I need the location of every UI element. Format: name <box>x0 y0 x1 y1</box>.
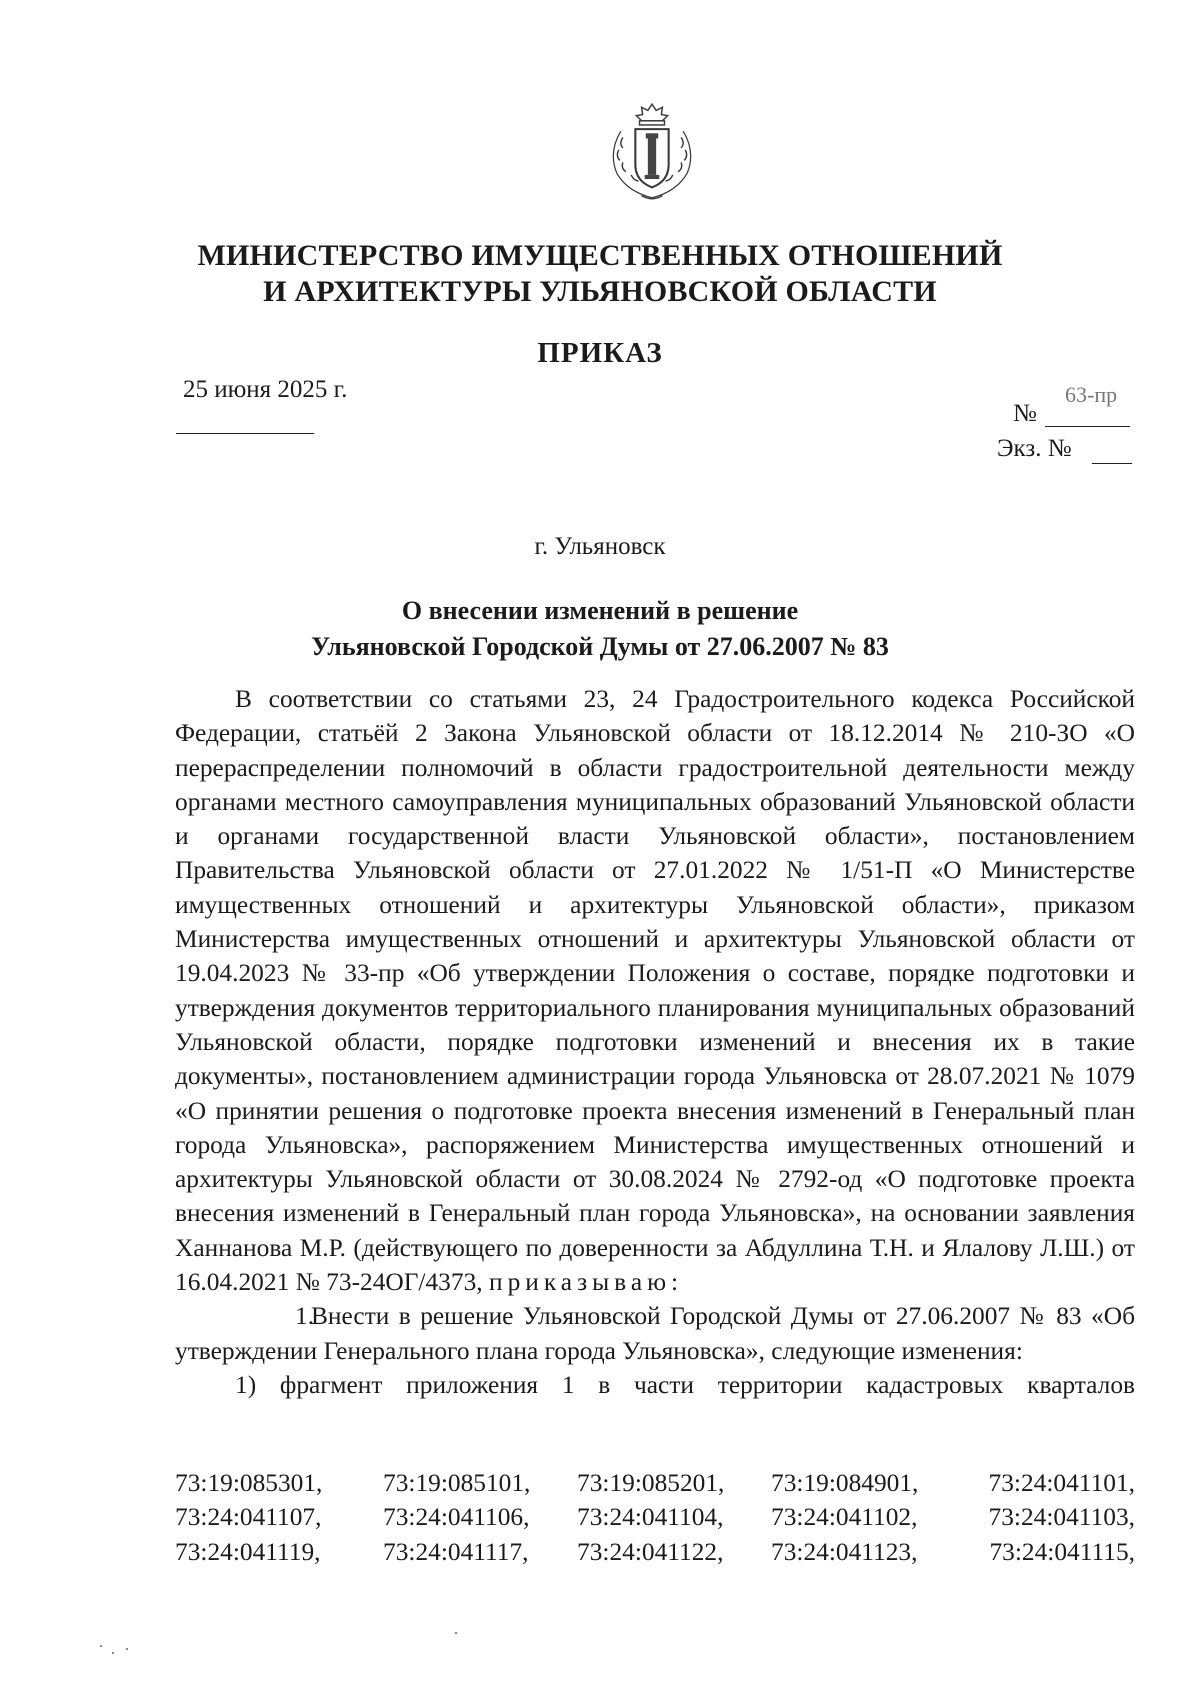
coat-of-arms-emblem <box>600 100 704 204</box>
preamble-paragraph <box>175 682 1135 1299</box>
order-word: приказываю: <box>488 1268 684 1297</box>
cadastral-quarter: 73:19:085301, <box>175 1469 323 1497</box>
date-underline <box>176 433 314 434</box>
order-number-value: 63-пр <box>1065 382 1118 407</box>
cadastral-quarter: 73:19:085201, <box>577 1469 725 1497</box>
city: г. Ульяновск <box>534 533 666 560</box>
cadastral-quarter: 73:19:084901, <box>771 1469 919 1497</box>
cadastral-quarter: 73:24:041123, <box>771 1537 918 1566</box>
order-number-label: № <box>1013 400 1037 427</box>
cadastral-quarter: 73:24:041101, <box>988 1469 1135 1497</box>
scan-speck <box>112 1652 114 1654</box>
cadastral-quarter: 73:24:041107, <box>175 1503 322 1532</box>
subitem-1-paragraph: 1) фрагмент приложения 1 в части территории кадастровых кварталов <box>235 1370 1135 1399</box>
scan-speck <box>455 1632 457 1634</box>
order-body <box>175 682 1135 1402</box>
item-1-text: Внести в решение Ульяновской Городской Думы от 27.06.2007 № 83 «Об утверждении Генерального плана города Ульяновска», следующие изменения: <box>175 1302 1135 1365</box>
item-1-number: 1. <box>295 1302 315 1331</box>
scan-speck <box>126 1648 128 1650</box>
cadastral-quarter: 73:24:041117, <box>383 1537 529 1566</box>
cadastral-quarter: 73:24:041122, <box>577 1537 724 1566</box>
copy-number-label: Экз. № <box>997 435 1072 462</box>
order-subject <box>0 593 1200 665</box>
cadastral-quarter: 73:24:041115, <box>989 1537 1135 1566</box>
order-date: 25 июня 2025 г. <box>183 376 348 403</box>
ministry-name-line1: МИНИСТЕРСТВО ИМУЩЕСТВЕННЫХ ОТНОШЕНИЙ <box>197 239 1003 272</box>
document-type: ПРИКАЗ <box>537 337 663 369</box>
ministry-name-line2: И АРХИТЕКТУРЫ УЛЬЯНОВСКОЙ ОБЛАСТИ <box>263 275 937 308</box>
cadastral-quarter: 73:24:041119, <box>175 1537 321 1566</box>
scan-speck <box>100 1645 102 1647</box>
ministry-name <box>0 238 1200 310</box>
cadastral-quarters-list <box>175 1466 1135 1569</box>
subject-line1: О внесении изменений в решение <box>401 596 799 625</box>
item-1-paragraph <box>175 1299 1135 1368</box>
cadastral-quarter: 73:24:041104, <box>577 1503 724 1532</box>
order-number-underline <box>1045 426 1130 427</box>
subject-line2: Ульяновской Городской Думы от 27.06.2007 № 83 <box>311 632 889 661</box>
preamble-text: В соответствии со статьями 23, 24 Градостроительного кодекса Российской Федерации, статьёй 2 Закона Ульяновской области от 18.12.2014 № 210-ЗО «О перераспределении полномочий в области градостроительной деятельности между органами местного самоуправления муниципальных образований Ульяновской области и органами государственной власти Ульяновской области», постановлением Правительства Ульяновской области от 27.01.2022 № 1/51-П «О Министерстве имущественных отношений и архитектуры Ульяновской области», приказом Министерства имущественных отношений и архитектуры Ульяновской области от 19.04.2023 № 33-пр «Об утверждении Положения о составе, порядке подготовки и утверждения документов территориального планирования муниципальных образований Ульяновской области, порядке подготовки изменений и внесения их в такие документы», постановлением администрации города Ульяновска от 28.07.2021 № 1079 «О принятии решения о подготовке проекта внесения изменений в Генеральный план города Ульяновска», распоряжением Министерства имущественных отношений и архитектуры Ульяновской области от 30.08.2024 № 2792-од «О подготовке проекта внесения изменений в Генеральный план города Ульяновска», на основании заявления Ханнанова М.Р. (действующего по доверенности за Абдуллина Т.Н. и Ялалову Л.Ш.) от 16.04.2021 № 73-24ОГ/4373, <box>175 685 1135 1297</box>
cadastral-quarter: 73:24:041106, <box>383 1503 530 1532</box>
cadastral-quarter: 73:24:041102, <box>771 1503 918 1532</box>
cadastral-quarter: 73:24:041103, <box>988 1503 1135 1532</box>
copy-number-underline <box>1092 463 1132 464</box>
cadastral-quarter: 73:19:085101, <box>383 1469 531 1497</box>
